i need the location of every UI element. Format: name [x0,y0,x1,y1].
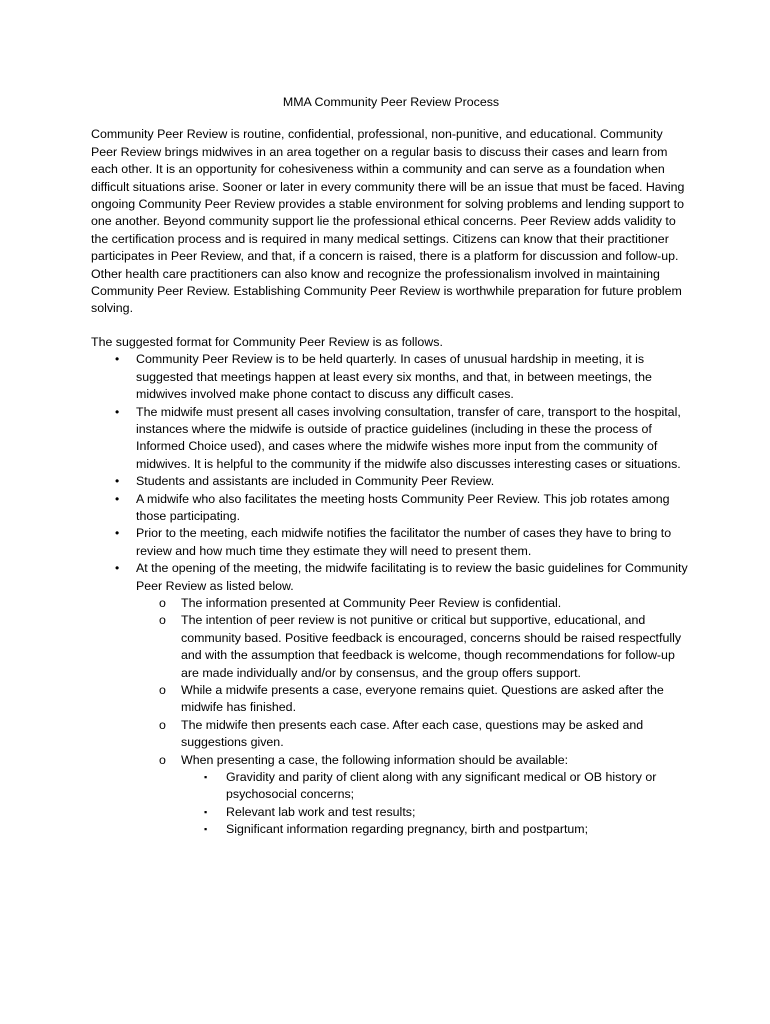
sub-list-item-text: When presenting a case, the following information should be available: [181,752,569,767]
bullet-square-icon: ▪ [204,806,208,817]
bullet-dot-icon: • [115,526,120,541]
list-item [115,525,691,560]
sub-list-item [159,717,691,752]
list-item [115,473,691,490]
bullet-circle-icon: o [159,752,166,767]
list-item-text: At the opening of the meeting, the midwife facilitating is to review the basic guidelines for Community Peer Review as listed below. [136,561,688,593]
guidelines-list [136,595,691,839]
sub-list-item-text: The intention of peer review is not punitive or critical but supportive, educational, and community based. Positive feedback is encouraged, concerns should be raised respectfully and with the assumption that feedback is welcome, though recommendations for follow-up are made individually and/or by consensus, and the group offers support. [181,613,682,680]
sub-sub-list-item [204,821,691,838]
format-intro: The suggested format for Community Peer Review is as follows. [91,334,443,349]
list-item [115,351,691,403]
list-item [115,560,691,839]
list-item-text: A midwife who also facilitates the meeting hosts Community Peer Review. This job rotates among those participating. [136,491,670,523]
sub-sub-list-item [204,804,691,821]
bullet-square-icon: ▪ [204,824,208,835]
sub-sub-list-item-text: Gravidity and parity of client along with any significant medical or OB history or psychosocial concerns; [226,770,657,802]
sub-list-item [159,612,691,682]
bullet-square-icon: ▪ [204,772,208,783]
sub-sub-list-item [204,769,691,804]
list-item [115,491,691,526]
format-list [91,351,691,838]
bullet-dot-icon: • [115,352,120,367]
sub-list-item-text: The information presented at Community Peer Review is confidential. [181,595,562,610]
bullet-dot-icon: • [115,561,120,576]
list-item-text: The midwife must present all cases involving consultation, transfer of care, transport to the hospital, instances where the midwife is outside of practice guidelines (including in these the process of Informed Choice used), and cases where the midwife wishes more input from the community of midwives. It is helpful to the community if the midwife also discusses interesting cases or situations. [136,404,681,471]
sub-sub-list-item-text: Significant information regarding pregnancy, birth and postpartum; [226,822,589,837]
case-info-list [181,769,691,839]
document-title: MMA Community Peer Review Process [282,95,500,109]
bullet-dot-icon: • [115,404,120,419]
bullet-circle-icon: o [159,683,166,697]
bullet-dot-icon: • [115,491,120,506]
sub-list-item [159,682,691,717]
intro-paragraph: Community Peer Review is routine, confidential, professional, non-punitive, and educational. Community Peer Review brings midwives in an area together on a regular basis to discuss their cases and learn from each other. It is an opportunity for cohesiveness within a community and can serve as a foundation when difficult situations arise. Sooner or later in every community there will be an issue that must be faced. Having ongoing Community Peer Review provides a stable environment for solving problems and lending support to one another. Beyond community support lie the professional ethical concerns. Peer Review adds validity to the certification process and is required in many medical settings. Citizens can know that their practitioner participates in Peer Review, and that, if a concern is raised, there is a platform for discussion and follow-up. Other health care practitioners can also know and recognize the professionalism involved in maintaining Community Peer Review. Establishing Community Peer Review is worthwhile preparation for future problem solving. [91,127,685,316]
sub-list-item-text: While a midwife presents a case, everyone remains quiet. Questions are asked after the midwife has finished. [181,683,664,715]
sub-list-item [159,595,691,612]
list-item-text: Students and assistants are included in Community Peer Review. [136,474,495,489]
bullet-circle-icon: o [159,613,166,628]
list-item-text: Prior to the meeting, each midwife notifies the facilitator the number of cases they have to bring to review and how much time they estimate they will need to present them. [136,526,672,558]
bullet-circle-icon: o [159,595,166,610]
bullet-circle-icon: o [159,717,166,732]
sub-list-item-text: The midwife then presents each case. After each case, questions may be asked and suggestions given. [181,717,644,750]
list-item [115,404,691,474]
bullet-dot-icon: • [115,474,120,489]
sub-list-item [159,752,691,839]
sub-sub-list-item-text: Relevant lab work and test results; [226,804,416,819]
list-item-text: Community Peer Review is to be held quarterly. In cases of unusual hardship in meeting, it is suggested that meetings happen at least every six months, and that, in between meetings, the midwives involved make phone contact to discuss any difficult cases. [136,352,652,402]
document-page [91,94,691,839]
